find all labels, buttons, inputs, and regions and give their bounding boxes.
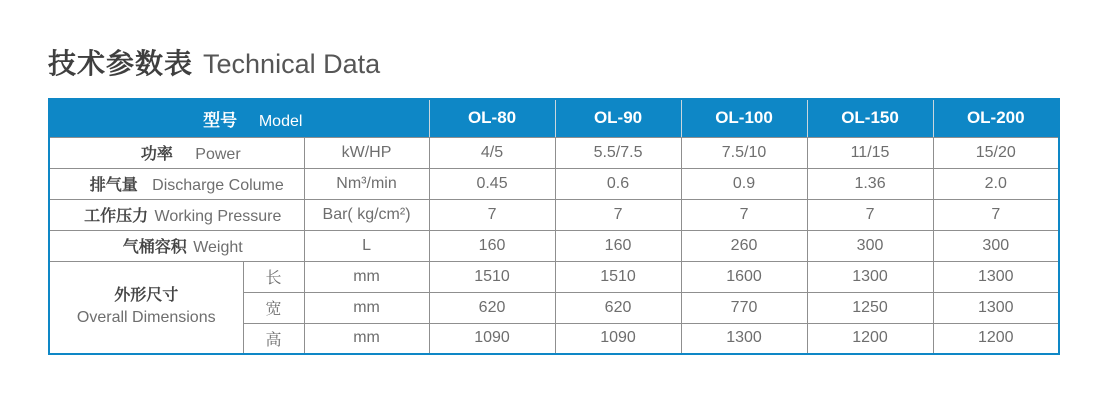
header-model-label-zh: 型号 [203,110,238,130]
height-ol100: 1300 [681,323,807,354]
pressure-ol90: 7 [555,199,681,230]
table-header-row [49,99,1059,137]
table-row-discharge [49,168,1059,199]
tank-ol90: 160 [555,230,681,261]
unit-width: mm [304,292,429,323]
tank-ol200: 300 [933,230,1059,261]
unit-pressure: Bar( kg/cm²) [304,199,429,230]
row-label-dimensions-en: Overall Dimensions [76,309,216,327]
header-model-ol90: OL-90 [555,99,681,137]
row-label-tank-en: Weight [193,239,243,256]
discharge-ol80: 0.45 [429,168,555,199]
length-ol90: 1510 [555,261,681,292]
height-ol150: 1200 [807,323,933,354]
tank-ol80: 160 [429,230,555,261]
height-ol90: 1090 [555,323,681,354]
width-ol200: 1300 [933,292,1059,323]
row-label-pressure-en: Working Pressure [154,208,282,225]
power-ol100: 7.5/10 [681,137,807,168]
row-label-pressure-zh: 工作压力 [84,208,149,225]
power-ol90: 5.5/7.5 [555,137,681,168]
length-ol100: 1600 [681,261,807,292]
technical-data-page [48,42,1060,355]
length-ol200: 1300 [933,261,1059,292]
row-label-discharge-en: Discharge Colume [152,177,284,194]
axis-height: 高 [243,323,304,354]
height-ol80: 1090 [429,323,555,354]
pressure-ol200: 7 [933,199,1059,230]
row-label-discharge [49,168,304,199]
page-title [48,42,1060,82]
power-ol150: 11/15 [807,137,933,168]
unit-power: kW/HP [304,137,429,168]
header-model-ol200: OL-200 [933,99,1059,137]
length-ol150: 1300 [807,261,933,292]
page-title-chinese: 技术参数表 [48,48,194,79]
unit-tank: L [304,230,429,261]
unit-length: mm [304,261,429,292]
unit-discharge: Nm³/min [304,168,429,199]
width-ol150: 1250 [807,292,933,323]
width-ol80: 620 [429,292,555,323]
width-ol90: 620 [555,292,681,323]
row-label-discharge-zh: 排气量 [89,177,138,194]
power-ol200: 15/20 [933,137,1059,168]
table-row-power [49,137,1059,168]
tank-ol100: 260 [681,230,807,261]
row-label-power-zh: 功率 [140,146,173,163]
pressure-ol80: 7 [429,199,555,230]
pressure-ol150: 7 [807,199,933,230]
header-model-cell [49,99,429,137]
tank-ol150: 300 [807,230,933,261]
length-ol80: 1510 [429,261,555,292]
height-ol200: 1200 [933,323,1059,354]
pressure-ol100: 7 [681,199,807,230]
discharge-ol200: 2.0 [933,168,1059,199]
unit-height: mm [304,323,429,354]
width-ol100: 770 [681,292,807,323]
header-model-ol80: OL-80 [429,99,555,137]
header-model-label-en: Model [258,112,303,130]
table-row-tank [49,230,1059,261]
row-label-dimensions-zh: 外形尺寸 [114,287,179,305]
discharge-ol90: 0.6 [555,168,681,199]
discharge-ol150: 1.36 [807,168,933,199]
header-model-ol100: OL-100 [681,99,807,137]
page-title-english: Technical Data [203,49,381,79]
axis-length: 长 [243,261,304,292]
technical-data-table [48,98,1060,355]
axis-width: 宽 [243,292,304,323]
row-label-power-en: Power [195,146,241,163]
row-label-tank-zh: 气桶容积 [122,239,187,256]
row-label-pressure [49,199,304,230]
power-ol80: 4/5 [429,137,555,168]
row-label-dimensions [49,261,243,354]
table-row-pressure [49,199,1059,230]
header-model-ol150: OL-150 [807,99,933,137]
table-row-length [49,261,1059,292]
row-label-power [49,137,304,168]
discharge-ol100: 0.9 [681,168,807,199]
row-label-tank [49,230,304,261]
